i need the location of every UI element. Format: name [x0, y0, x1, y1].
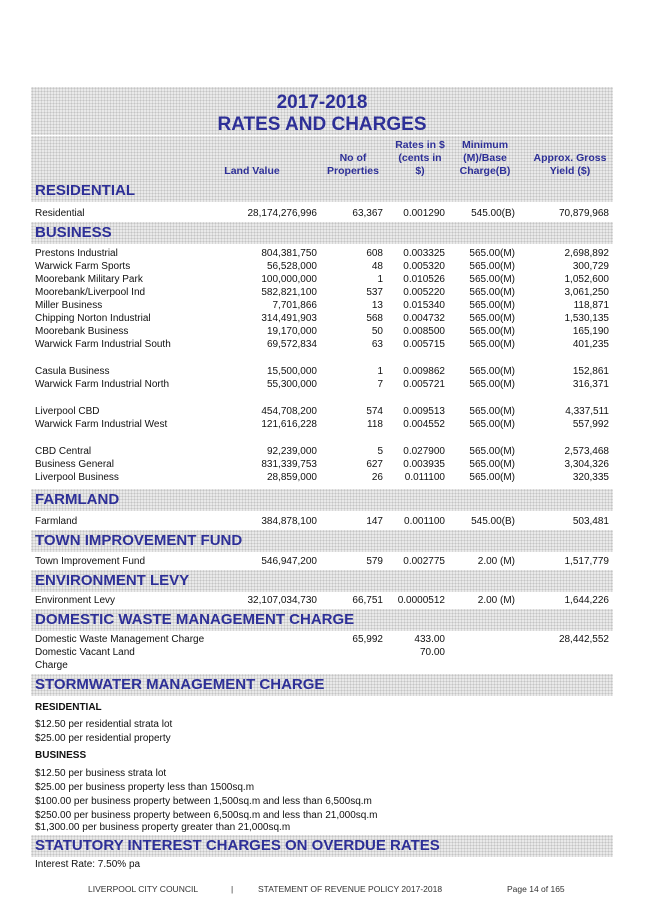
row-land-value: 314,491,903 — [261, 313, 317, 324]
row-properties: 574 — [366, 406, 383, 417]
row-minimum: 565.00(M) — [469, 366, 515, 377]
section-title: STATUTORY INTEREST CHARGES ON OVERDUE RATES — [35, 837, 440, 854]
row-land-value: 19,170,000 — [266, 326, 317, 337]
row-rate: 0.005715 — [403, 339, 445, 350]
row-minimum: 565.00(M) — [469, 300, 515, 311]
row-minimum: 565.00(M) — [469, 472, 515, 483]
list-item: $12.50 per residential strata lot — [35, 719, 173, 730]
row-properties: 147 — [366, 516, 383, 527]
row-land-value: 92,239,000 — [266, 446, 317, 457]
header-no-of: No of — [339, 152, 367, 164]
row-land-value: 804,381,750 — [261, 248, 317, 259]
section-environment-levy — [31, 570, 613, 592]
section-interest-charges — [31, 835, 613, 857]
row-name: Moorebank Business — [35, 326, 129, 337]
row-yield: 316,371 — [572, 379, 609, 390]
row-yield: 152,861 — [572, 366, 609, 377]
row-rate: 0.009862 — [403, 366, 445, 377]
row-land-value: 15,500,000 — [266, 366, 317, 377]
row-minimum: 565.00(M) — [469, 379, 515, 390]
row-yield: 3,304,326 — [564, 459, 609, 470]
row-yield: 557,992 — [572, 419, 609, 430]
row-land-value: 121,616,228 — [261, 419, 317, 430]
row-properties: 13 — [371, 300, 383, 311]
row-land-value: 28,859,000 — [266, 472, 317, 483]
row-name: Warwick Farm Industrial North — [35, 379, 170, 390]
row-minimum: 565.00(M) — [469, 459, 515, 470]
table-row — [31, 248, 613, 261]
row-minimum: 565.00(M) — [469, 287, 515, 298]
row-rate: 0.003325 — [403, 248, 445, 259]
row-land-value: 100,000,000 — [261, 274, 317, 285]
row-minimum: 565.00(M) — [469, 261, 515, 272]
header-rates-line2: (cents in — [398, 152, 442, 164]
row-name: Miller Business — [35, 300, 103, 311]
row-rate: 0.005721 — [403, 379, 445, 390]
row-name: Domestic Waste Management Charge — [35, 634, 205, 645]
row-minimum: 565.00(M) — [469, 313, 515, 324]
row-name: Domestic Vacant Land Charge — [35, 647, 135, 671]
row-land-value: 32,107,034,730 — [247, 595, 317, 606]
row-land-value: 454,708,200 — [261, 406, 317, 417]
row-yield: 2,698,892 — [564, 248, 609, 259]
title-year: 2017-2018 — [276, 92, 368, 113]
row-name: Casula Business — [35, 366, 110, 377]
section-residential — [31, 180, 613, 202]
row-minimum: 565.00(M) — [469, 406, 515, 417]
section-business — [31, 222, 613, 244]
row-minimum: 565.00(M) — [469, 419, 515, 430]
header-yield-line1: Approx. Gross — [533, 152, 607, 164]
header-minimum-line3: Charge(B) — [459, 165, 511, 177]
row-yield: 118,871 — [573, 300, 609, 311]
row-properties: 579 — [366, 556, 383, 567]
stormwater-residential-label: RESIDENTIAL — [35, 702, 102, 713]
row-name: Moorebank Military Park — [35, 274, 143, 285]
table-row — [31, 647, 613, 671]
row-properties: 63 — [371, 339, 383, 350]
row-name: Prestons Industrial — [35, 248, 118, 259]
interest-rate-text: Interest Rate: 7.50% pa — [35, 859, 141, 870]
row-yield: 1,644,226 — [564, 595, 609, 606]
table-row — [31, 459, 613, 472]
row-properties: 5 — [377, 446, 383, 457]
footer-page-number: Page 14 of 165 — [507, 884, 565, 894]
list-item: $25.00 per business property less than 1500sq.m — [35, 782, 255, 793]
row-minimum: 565.00(M) — [469, 248, 515, 259]
row-name: Warwick Farm Industrial South — [35, 339, 171, 350]
row-minimum: 545.00(B) — [471, 208, 515, 219]
row-rate: 433.00 — [414, 634, 445, 645]
row-properties: 26 — [371, 472, 383, 483]
row-yield: 300,729 — [572, 261, 609, 272]
row-rate: 0.001290 — [403, 208, 445, 219]
row-minimum: 565.00(M) — [469, 446, 515, 457]
row-rate: 0.003935 — [403, 459, 445, 470]
row-name: Warwick Farm Industrial West — [35, 419, 168, 430]
row-yield: 4,337,511 — [565, 406, 609, 417]
table-row — [31, 274, 613, 287]
row-rate: 0.0000512 — [397, 595, 445, 606]
row-rate: 0.005320 — [403, 261, 445, 272]
row-properties: 7 — [377, 379, 383, 390]
row-properties: 48 — [371, 261, 383, 272]
table-row — [31, 208, 613, 221]
row-properties: 537 — [366, 287, 383, 298]
list-item: $25.00 per residential property — [35, 733, 171, 744]
row-land-value: 55,300,000 — [266, 379, 317, 390]
row-minimum: 2.00 (M) — [477, 556, 515, 567]
header-yield-line2: Yield ($) — [549, 165, 591, 177]
section-title: FARMLAND — [35, 491, 120, 508]
page-title: RATES AND CHARGES — [217, 114, 427, 135]
row-name: CBD Central — [35, 446, 92, 457]
row-name: Liverpool Business — [35, 472, 119, 483]
stormwater-business-label: BUSINESS — [35, 750, 87, 761]
row-name: Warwick Farm Sports — [35, 261, 131, 272]
section-title: DOMESTIC WASTE MANAGEMENT CHARGE — [35, 611, 355, 628]
list-item: $250.00 per business property between 6,500sq.m and less than 21,000sq.m — [35, 810, 378, 821]
row-minimum: 565.00(M) — [469, 326, 515, 337]
table-row — [31, 300, 613, 313]
footer-statement: STATEMENT OF REVENUE POLICY 2017-2018 — [258, 884, 443, 894]
row-yield: 401,235 — [572, 339, 609, 350]
row-yield: 70,879,968 — [558, 208, 609, 219]
table-row — [31, 366, 613, 379]
row-yield: 28,442,552 — [558, 634, 609, 645]
row-minimum: 545.00(B) — [471, 516, 515, 527]
row-yield: 2,573,468 — [564, 446, 609, 457]
footer-council: LIVERPOOL CITY COUNCIL — [88, 884, 199, 894]
row-name: Moorebank/Liverpool Ind — [35, 287, 146, 298]
header-minimum-line1: Minimum — [461, 139, 509, 151]
row-minimum: 2.00 (M) — [477, 595, 515, 606]
section-title: STORMWATER MANAGEMENT CHARGE — [35, 676, 325, 693]
row-properties: 1 — [377, 366, 383, 377]
row-land-value: 7,701,866 — [272, 300, 317, 311]
table-row — [31, 313, 613, 326]
row-name: Business General — [35, 459, 114, 470]
table-row — [31, 472, 613, 485]
table-row — [31, 634, 613, 647]
header-rates-line1: Rates in $ — [395, 139, 445, 151]
row-land-value: 56,528,000 — [266, 261, 317, 272]
row-name: Environment Levy — [35, 595, 116, 606]
footer-separator: | — [231, 884, 234, 894]
row-properties: 63,367 — [352, 208, 383, 219]
row-rate: 0.010526 — [403, 274, 445, 285]
table-row — [31, 446, 613, 459]
row-land-value: 582,821,100 — [261, 287, 317, 298]
row-properties: 65,992 — [352, 634, 383, 645]
table-row — [31, 379, 613, 392]
row-rate: 0.015340 — [403, 300, 445, 311]
row-yield: 1,530,135 — [564, 313, 609, 324]
row-yield: 503,481 — [572, 516, 609, 527]
row-name: Town Improvement Fund — [35, 556, 146, 567]
section-title: RESIDENTIAL — [35, 182, 136, 199]
header-rates-line3: $) — [415, 165, 425, 177]
row-land-value: 69,572,834 — [266, 339, 317, 350]
table-row — [31, 595, 613, 608]
row-properties: 118 — [367, 419, 383, 430]
row-rate: 0.027900 — [403, 446, 445, 457]
row-rate: 0.002775 — [403, 556, 445, 567]
section-title: BUSINESS — [35, 224, 112, 241]
row-minimum: 565.00(M) — [469, 274, 515, 285]
table-row — [31, 516, 613, 529]
row-properties: 608 — [366, 248, 383, 259]
list-item: $100.00 per business property between 1,500sq.m and less than 6,500sq.m — [35, 796, 372, 807]
row-yield: 1,517,779 — [564, 556, 609, 567]
table-row — [31, 406, 613, 419]
list-item: $12.50 per business strata lot — [35, 768, 167, 779]
row-rate: 70.00 — [419, 647, 445, 658]
row-properties: 568 — [366, 313, 383, 324]
table-row — [31, 419, 613, 432]
row-rate: 0.011100 — [404, 472, 445, 483]
row-properties: 50 — [371, 326, 383, 337]
row-land-value: 28,174,276,996 — [247, 208, 317, 219]
row-rate: 0.001100 — [404, 516, 445, 527]
header-minimum-line2: (M)/Base — [463, 152, 507, 164]
row-name: Chipping Norton Industrial — [35, 313, 151, 324]
table-row — [31, 261, 613, 274]
row-name: Liverpool CBD — [35, 406, 100, 417]
row-yield: 165,190 — [572, 326, 609, 337]
row-rate: 0.004552 — [403, 419, 445, 430]
row-rate: 0.009513 — [403, 406, 445, 417]
list-item: $1,300.00 per business property greater than 21,000sq.m — [35, 822, 291, 833]
table-row — [31, 287, 613, 300]
row-properties: 66,751 — [352, 595, 383, 606]
header-land-value: Land Value — [224, 165, 280, 177]
section-stormwater — [31, 674, 613, 696]
row-rate: 0.005220 — [403, 287, 445, 298]
row-land-value: 831,339,753 — [261, 459, 317, 470]
section-domestic-waste — [31, 609, 613, 631]
row-name: Residential — [35, 208, 85, 219]
row-minimum: 565.00(M) — [469, 339, 515, 350]
table-row — [31, 326, 613, 339]
section-title: TOWN IMPROVEMENT FUND — [35, 532, 243, 549]
row-yield: 3,061,250 — [564, 287, 609, 298]
row-land-value: 384,878,100 — [261, 516, 317, 527]
row-land-value: 546,947,200 — [261, 556, 317, 567]
section-farmland — [31, 489, 613, 511]
row-properties: 1 — [377, 274, 383, 285]
row-rate: 0.008500 — [403, 326, 445, 337]
section-title: ENVIRONMENT LEVY — [35, 572, 190, 589]
row-properties: 627 — [366, 459, 383, 470]
row-yield: 320,335 — [572, 472, 609, 483]
table-row — [31, 339, 613, 352]
table-row — [31, 556, 613, 569]
row-yield: 1,052,600 — [564, 274, 609, 285]
header-properties: Properties — [327, 165, 379, 177]
row-rate: 0.004732 — [403, 313, 445, 324]
section-town-improvement-fund — [31, 530, 613, 552]
row-name: Farmland — [35, 516, 78, 527]
